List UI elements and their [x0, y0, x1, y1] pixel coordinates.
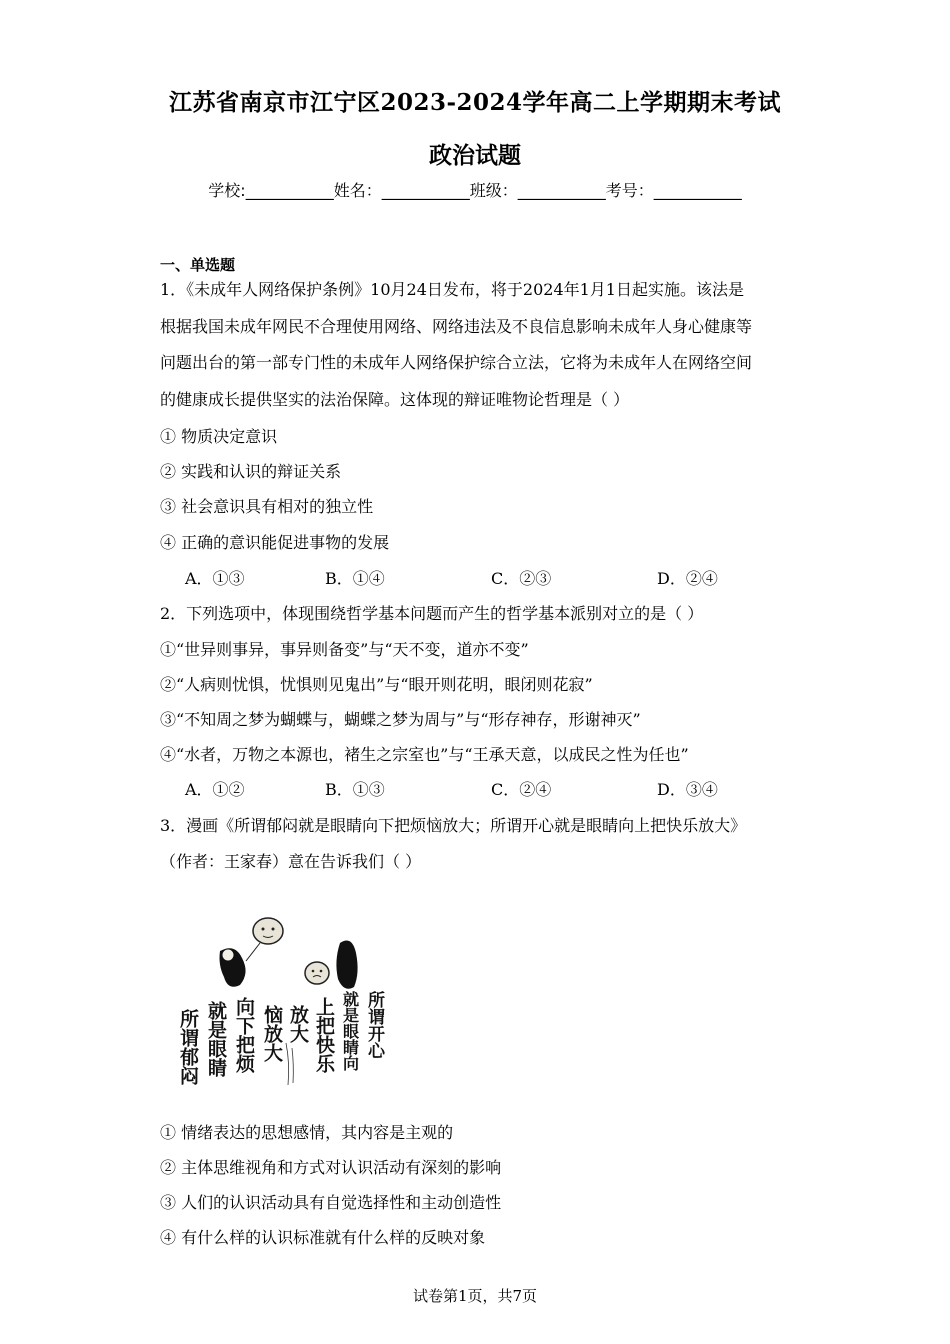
- question-3-statement: ④ 有什么样的认识标准就有什么样的反映对象: [160, 1228, 486, 1247]
- option-a[interactable]: A．①②: [185, 780, 245, 799]
- option-a[interactable]: A．①③: [185, 569, 245, 588]
- calligraphy-column: 所谓郁闷: [177, 1009, 199, 1085]
- question-2-statement: ②“人病则忧惧，忧惧则见鬼出”与“眼开则花明，眼闭则花寂”: [160, 675, 593, 694]
- balloon-face-icon: [253, 918, 283, 944]
- question-1-stem-line: 根据我国未成年网民不合理使用网络、网络违法及不良信息影响未成年人身心健康等: [160, 317, 753, 336]
- calligraphy-column: 恼放大: [261, 1005, 283, 1062]
- student-info-line: 学校:___________姓名：___________班级：___________考号：___________: [208, 181, 742, 200]
- question-2-statement: ④“水者，万物之本源也，褚生之宗室也”与“王承天意，以成民之性为任也”: [160, 745, 689, 764]
- balloon-face-icon: [305, 962, 329, 984]
- exam-title: 江苏省南京市江宁区2023-2024学年高二上学期期末考试: [168, 89, 782, 116]
- calligraphy-column: 向下把烦: [233, 997, 255, 1073]
- question-2-statement: ③“不知周之梦为蝴蝶与，蝴蝶之梦为周与”与“形存神存，形谢神灭”: [160, 710, 641, 729]
- question-2-statement: ①“世异则事异，事异则备变”与“天不变，道亦不变”: [160, 640, 529, 659]
- question-1-statement: ② 实践和认识的辩证关系: [160, 462, 342, 481]
- question-1-stem-line: 的健康成长提供坚实的法治保障。这体现的辩证唯物论哲理是（ ）: [160, 390, 630, 409]
- option-d[interactable]: D．③④: [657, 780, 718, 799]
- calligraphy-column: 上把快乐: [313, 997, 335, 1073]
- question-1-statement: ① 物质决定意识: [160, 427, 278, 446]
- exam-subject: 政治试题: [429, 142, 521, 169]
- calligraphy-column: 就是眼睛: [205, 1001, 227, 1077]
- option-b[interactable]: B．①③: [325, 780, 385, 799]
- section-heading: 一、单选题: [160, 256, 236, 274]
- option-c[interactable]: C．②④: [491, 780, 552, 799]
- option-b[interactable]: B．①④: [325, 569, 385, 588]
- question-3-statement: ③ 人们的认识活动具有自觉选择性和主动创造性: [160, 1193, 502, 1212]
- calligraphy-column: 就是眼睛向: [340, 991, 360, 1071]
- question-1-statement: ③ 社会意识具有相对的独立性: [160, 497, 374, 516]
- question-3-stem-line: （作者：王家春）意在告诉我们（ ）: [160, 852, 422, 871]
- question-3-statement: ② 主体思维视角和方式对认识活动有深刻的影响: [160, 1158, 502, 1177]
- option-c[interactable]: C．②③: [491, 569, 552, 588]
- page-footer: 试卷第1页，共7页: [412, 1287, 538, 1305]
- question-1-statement: ④ 正确的意识能促进事物的发展: [160, 533, 390, 552]
- question-1-stem-line: 问题出台的第一部专门性的未成年人网络保护综合立法，它将为未成年人在网络空间: [160, 353, 753, 372]
- calligraphy-column: 所谓开心: [364, 991, 384, 1059]
- happy-figure-icon: [336, 941, 357, 989]
- cartoon-image: [177, 913, 385, 1098]
- option-d[interactable]: D．②④: [657, 569, 718, 588]
- calligraphy-column: 放大: [287, 1005, 309, 1043]
- question-3-statement: ① 情绪表达的思想感情，其内容是主观的: [160, 1123, 454, 1142]
- question-2-stem-line: 2．下列选项中，体现围绕哲学基本问题而产生的哲学基本派别对立的是（ ）: [160, 604, 704, 623]
- artist-signature-icon: [286, 1043, 293, 1085]
- question-3-stem-line: 3．漫画《所谓郁闷就是眼睛向下把烦恼放大；所谓开心就是眼睛向上把快乐放大》: [160, 816, 747, 835]
- question-1-stem-line: 1．《未成年人网络保护条例》10月24日发布，将于2024年1月1日起实施。该法是: [160, 280, 744, 299]
